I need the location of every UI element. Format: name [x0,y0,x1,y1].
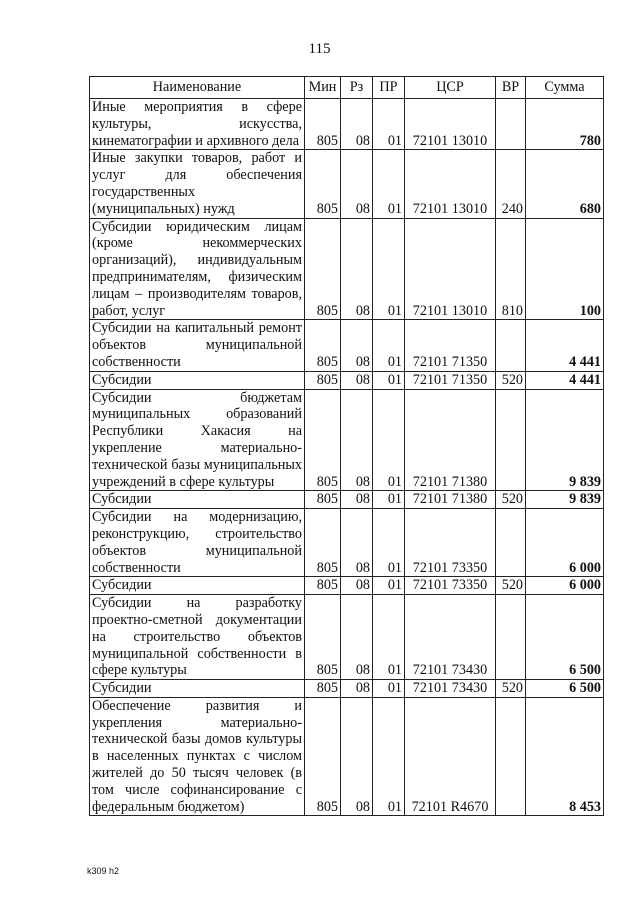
cell-rz: 08 [341,150,373,218]
cell-sum: 9 839 [526,389,604,491]
table-row [90,320,604,371]
cell-csr: 72101 73350 [405,509,496,577]
cell-name: Субсидии на модернизацию, реконструкцию, строительство объектов муниципальной собственности [90,509,305,577]
cell-csr: 72101 71350 [405,320,496,371]
cell-sum: 6 000 [526,509,604,577]
cell-csr: 72101 73430 [405,680,496,698]
table-row [90,150,604,218]
cell-vr: 810 [496,218,526,320]
cell-vr: 520 [496,491,526,509]
cell-pr: 01 [373,150,405,218]
cell-min: 805 [305,595,341,680]
header-vr: ВР [496,77,526,99]
cell-vr [496,697,526,816]
table-header-row [90,77,604,99]
table-row [90,697,604,816]
cell-name: Субсидии [90,577,305,595]
cell-pr: 01 [373,371,405,389]
cell-csr: 72101 71380 [405,491,496,509]
cell-min: 805 [305,491,341,509]
cell-rz: 08 [341,320,373,371]
cell-csr: 72101 13010 [405,150,496,218]
cell-rz: 08 [341,389,373,491]
cell-rz: 08 [341,218,373,320]
header-csr: ЦСР [405,77,496,99]
cell-pr: 01 [373,697,405,816]
cell-sum: 680 [526,150,604,218]
cell-csr: 72101 71350 [405,371,496,389]
footer-code: k309 h2 [87,866,120,876]
cell-pr: 01 [373,218,405,320]
cell-name: Иные мероприятия в сфере культуры, искусства, кинематографии и архивного дела [90,99,305,150]
cell-sum: 6 500 [526,680,604,698]
cell-pr: 01 [373,491,405,509]
cell-name: Субсидии на разработку проектно-сметной документации на строительство объектов муниципальной собственности в сфере культуры [90,595,305,680]
cell-pr: 01 [373,509,405,577]
cell-vr [496,320,526,371]
cell-vr: 520 [496,680,526,698]
cell-pr: 01 [373,595,405,680]
cell-rz: 08 [341,509,373,577]
header-name: Наименование [90,77,305,99]
cell-vr: 520 [496,371,526,389]
cell-sum: 6 000 [526,577,604,595]
header-sum: Сумма [526,77,604,99]
cell-min: 805 [305,99,341,150]
cell-min: 805 [305,218,341,320]
table-row [90,595,604,680]
cell-pr: 01 [373,320,405,371]
cell-name: Обеспечение развития и укрепления материально-технической базы домов культуры в населенных пунктах с числом жителей до 50 тысяч человек (в том числе софинансирование с федеральным бюджетом) [90,697,305,816]
cell-csr: 72101 13010 [405,218,496,320]
cell-sum: 6 500 [526,595,604,680]
cell-vr [496,509,526,577]
cell-vr [496,595,526,680]
table-row [90,99,604,150]
cell-name: Субсидии [90,371,305,389]
cell-min: 805 [305,389,341,491]
cell-sum: 4 441 [526,371,604,389]
cell-min: 805 [305,320,341,371]
cell-name: Субсидии юридическим лицам (кроме некоммерческих организаций), индивидуальным предпринимателям, физическим лицам – производителям товаров, работ, услуг [90,218,305,320]
table-row [90,371,604,389]
cell-sum: 780 [526,99,604,150]
cell-rz: 08 [341,697,373,816]
cell-csr: 72101 73350 [405,577,496,595]
cell-vr: 520 [496,577,526,595]
cell-name: Иные закупки товаров, работ и услуг для обеспечения государственных (муниципальных) нужд [90,150,305,218]
header-min: Мин [305,77,341,99]
cell-csr: 72101 R4670 [405,697,496,816]
cell-pr: 01 [373,577,405,595]
cell-name: Субсидии [90,680,305,698]
cell-sum: 100 [526,218,604,320]
cell-min: 805 [305,509,341,577]
cell-rz: 08 [341,371,373,389]
cell-sum: 4 441 [526,320,604,371]
page-number: 115 [308,41,331,57]
cell-rz: 08 [341,99,373,150]
cell-csr: 72101 73430 [405,595,496,680]
cell-vr [496,99,526,150]
cell-csr: 72101 71380 [405,389,496,491]
cell-min: 805 [305,371,341,389]
cell-pr: 01 [373,99,405,150]
table-row [90,218,604,320]
cell-pr: 01 [373,680,405,698]
cell-vr [496,389,526,491]
cell-pr: 01 [373,389,405,491]
cell-rz: 08 [341,680,373,698]
cell-csr: 72101 13010 [405,99,496,150]
table-row [90,577,604,595]
table-row [90,509,604,577]
cell-min: 805 [305,577,341,595]
cell-rz: 08 [341,595,373,680]
header-rz: Рз [341,77,373,99]
table-row [90,389,604,491]
cell-sum: 9 839 [526,491,604,509]
cell-name: Субсидии [90,491,305,509]
cell-min: 805 [305,150,341,218]
cell-min: 805 [305,697,341,816]
table-row [90,491,604,509]
cell-rz: 08 [341,577,373,595]
table-row [90,680,604,698]
table-body [90,99,604,816]
budget-table [89,76,604,816]
cell-rz: 08 [341,491,373,509]
cell-name: Субсидии бюджетам муниципальных образований Республики Хакасия на укрепление материально-технической базы муниципальных учреждений в сфере культуры [90,389,305,491]
header-pr: ПР [373,77,405,99]
cell-min: 805 [305,680,341,698]
cell-name: Субсидии на капитальный ремонт объектов муниципальной собственности [90,320,305,371]
cell-sum: 8 453 [526,697,604,816]
cell-vr: 240 [496,150,526,218]
